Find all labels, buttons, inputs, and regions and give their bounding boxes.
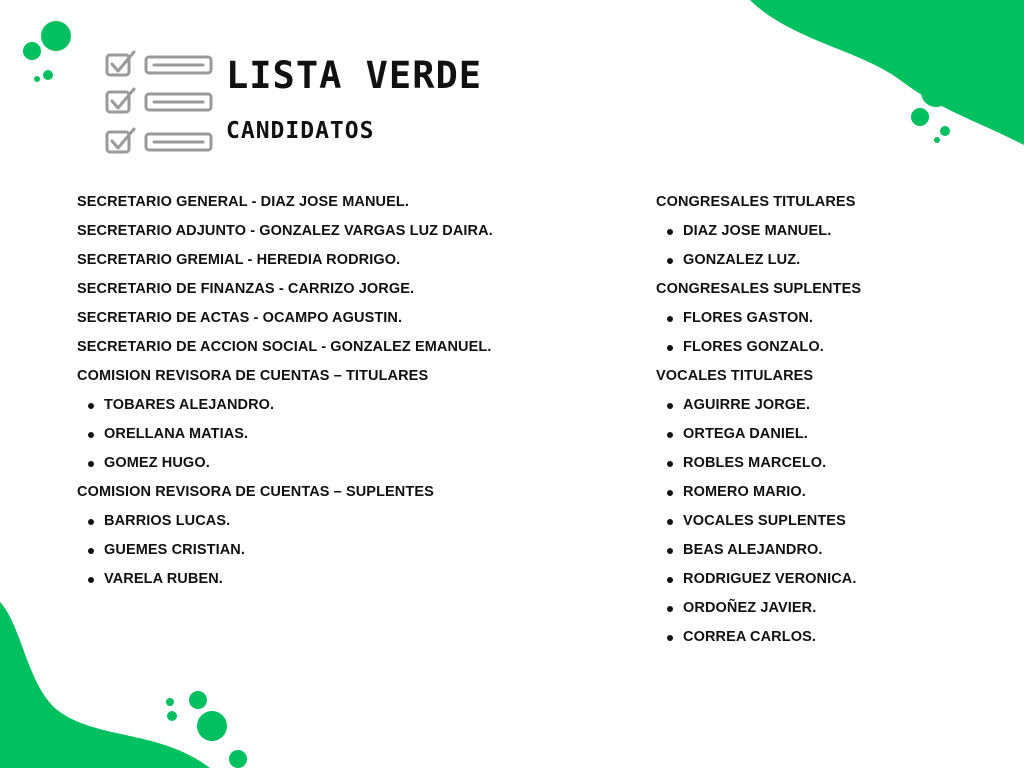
candidate-item: TOBARES ALEJANDRO. bbox=[77, 391, 493, 420]
dot bbox=[940, 126, 950, 136]
position-heading: COMISION REVISORA DE CUENTAS – SUPLENTES bbox=[77, 484, 434, 500]
dot bbox=[934, 137, 940, 143]
candidate-item: ORELLANA MATIAS. bbox=[77, 420, 493, 449]
position-heading: SECRETARIO DE ACCION SOCIAL - GONZALEZ EMANUEL. bbox=[77, 339, 492, 355]
dot bbox=[229, 750, 247, 768]
position-heading: SECRETARIO ADJUNTO - GONZALEZ VARGAS LUZ DAIRA. bbox=[77, 223, 493, 239]
position-heading: SECRETARIO DE ACTAS - OCAMPO AGUSTIN. bbox=[77, 310, 403, 326]
position-heading: COMISION REVISORA DE CUENTAS – TITULARES bbox=[77, 368, 429, 384]
right-candidate-list bbox=[656, 188, 861, 652]
position-heading: SECRETARIO DE FINANZAS - CARRIZO JORGE. bbox=[77, 281, 415, 297]
candidate-item: GOMEZ HUGO. bbox=[77, 449, 493, 478]
position-heading: SECRETARIO GREMIAL - HEREDIA RODRIGO. bbox=[77, 252, 401, 268]
page-subtitle: CANDIDATOS bbox=[226, 118, 375, 144]
candidate-item: GUEMES CRISTIAN. bbox=[77, 536, 493, 565]
candidate-item: ROBLES MARCELO. bbox=[656, 449, 861, 478]
candidate-item: ROMERO MARIO. bbox=[656, 478, 861, 507]
dot bbox=[197, 711, 227, 741]
position-heading: CONGRESALES SUPLENTES bbox=[656, 281, 862, 297]
dot bbox=[43, 70, 53, 80]
candidate-item: VOCALES SUPLENTES bbox=[656, 507, 861, 536]
position-heading: SECRETARIO GENERAL - DIAZ JOSE MANUEL. bbox=[77, 194, 409, 210]
position-heading: VOCALES TITULARES bbox=[656, 368, 814, 384]
dot bbox=[911, 108, 929, 126]
top-right-blob bbox=[750, 0, 1024, 145]
candidate-item: FLORES GASTON. bbox=[656, 304, 861, 333]
candidate-item: RODRIGUEZ VERONICA. bbox=[656, 565, 861, 594]
left-candidate-list bbox=[77, 188, 493, 594]
position-heading: CONGRESALES TITULARES bbox=[656, 194, 856, 210]
candidate-item: BARRIOS LUCAS. bbox=[77, 507, 493, 536]
candidate-item: FLORES GONZALO. bbox=[656, 333, 861, 362]
candidate-item: BEAS ALEJANDRO. bbox=[656, 536, 861, 565]
dot bbox=[41, 21, 71, 51]
candidate-item: AGUIRRE JORGE. bbox=[656, 391, 861, 420]
dot bbox=[921, 77, 951, 107]
candidate-item: ORDOÑEZ JAVIER. bbox=[656, 594, 861, 623]
bottom-left-blob bbox=[0, 602, 210, 768]
candidate-item: GONZALEZ LUZ. bbox=[656, 246, 861, 275]
dot bbox=[166, 698, 174, 706]
candidate-item: CORREA CARLOS. bbox=[656, 623, 861, 652]
dot bbox=[167, 711, 177, 721]
candidate-item: VARELA RUBEN. bbox=[77, 565, 493, 594]
page-title: LISTA VERDE bbox=[226, 54, 483, 97]
dot bbox=[23, 42, 41, 60]
candidate-item: DIAZ JOSE MANUEL. bbox=[656, 217, 861, 246]
dot bbox=[34, 76, 40, 82]
dot bbox=[189, 691, 207, 709]
candidate-item: ORTEGA DANIEL. bbox=[656, 420, 861, 449]
checklist-icon bbox=[104, 50, 216, 160]
